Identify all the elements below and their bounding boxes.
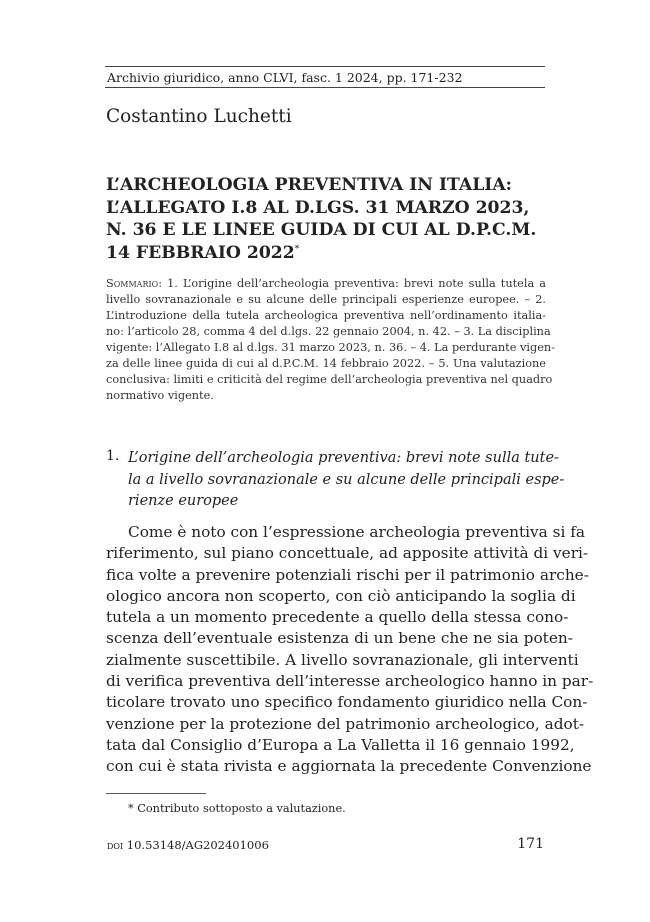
body-line: zialmente suscettibile. A livello sovranazionale, gli interventi — [106, 650, 579, 669]
body-line: ticolare trovato uno specifico fondamento giuridico nella Con- — [106, 693, 588, 712]
title-line: L’ALLEGATO I.8 AL D.LGS. 31 MARZO 2023, — [106, 197, 530, 218]
body-line: fica volte a prevenire potenziali rischi per il patrimonio arche- — [106, 565, 589, 584]
section-heading-line: rienze europee — [128, 493, 239, 509]
header-rule-top — [105, 66, 545, 67]
summary-line: za delle linee guida di cui al d.P.C.M. 14 febbraio 2022. – 5. Una valutazione — [106, 357, 546, 370]
header-rule-bottom — [105, 87, 545, 88]
title-line: N. 36 E LE LINEE GUIDA DI CUI AL D.P.C.M. — [106, 220, 537, 240]
summary-line: conclusiva: limiti e criticità del regime dell’archeologia preventiva nel quadro — [106, 373, 553, 386]
doi-label: doi — [107, 838, 124, 852]
title-line: L’ARCHEOLOGIA PREVENTIVA IN ITALIA: — [106, 175, 513, 195]
section-heading-line: la a livello sovranazionale e su alcune delle principali espe- — [128, 471, 565, 488]
article-title — [106, 174, 551, 264]
title-line: 14 FEBBRAIO 2022 — [106, 242, 295, 263]
body-line: scenza dell’eventuale esistenza di un bene che ne sia poten- — [106, 629, 573, 648]
body-line: venzione per la protezione del patrimonio archeologico, adot- — [106, 714, 585, 733]
summary-block — [106, 276, 555, 404]
doi-value[interactable]: 10.53148/AG202401006 — [126, 838, 269, 852]
section-heading-line: L’origine dell’archeologia preventiva: brevi note sulla tute- — [128, 450, 559, 466]
summary-label: Sommario: — [106, 277, 163, 290]
body-line: Come è noto con l’espressione archeologia preventiva si fa — [128, 523, 586, 541]
author-name: Costantino Luchetti — [106, 106, 292, 127]
summary-line: L’introduzione della tutela archeologica preventiva nell’ordinamento italia- — [106, 309, 546, 322]
title-line-last — [106, 242, 551, 265]
summary-line: Sommario: 1. L’origine dell’archeologia preventiva: brevi note sulla tutela a — [106, 277, 546, 290]
body-paragraph — [106, 522, 594, 778]
section-heading — [128, 448, 565, 513]
summary-line: normativo vigente. — [106, 389, 214, 402]
body-line: riferimento, sul piano concettuale, ad apposite attività di veri- — [106, 544, 589, 563]
journal-citation: Archivio giuridico, anno CLVI, fasc. 1 2024, pp. 171-232 — [107, 70, 463, 85]
footnote-separator — [106, 793, 206, 794]
footnote-text: * Contributo sottoposto a valutazione. — [128, 802, 346, 815]
page-number: 171 — [517, 836, 544, 852]
summary-line: vigente: l’Allegato I.8 al d.lgs. 31 marzo 2023, n. 36. – 4. La perdurante vigen- — [106, 341, 555, 354]
summary-line: no: l’articolo 28, comma 4 del d.lgs. 22 gennaio 2004, n. 42. – 3. La disciplina — [106, 325, 551, 338]
footnote-marker: * — [294, 243, 300, 254]
body-line: di verifica preventiva dell’interesse archeologico hanno in par- — [106, 672, 594, 691]
body-line: ologico ancora non scoperto, con ciò anticipando la soglia di — [106, 586, 576, 605]
summary-line: livello sovranazionale e su alcune delle principali esperienze europee. – 2. — [106, 293, 546, 306]
body-line: con cui è stata rivista e aggiornata la precedente Convenzione — [106, 757, 592, 776]
body-line: tutela a un momento precedente a quello della stessa cono- — [106, 608, 569, 627]
section-number: 1. — [106, 448, 120, 464]
body-line: tata dal Consiglio d’Europa a La Valletta il 16 gennaio 1992, — [106, 735, 575, 754]
doi — [107, 838, 269, 852]
